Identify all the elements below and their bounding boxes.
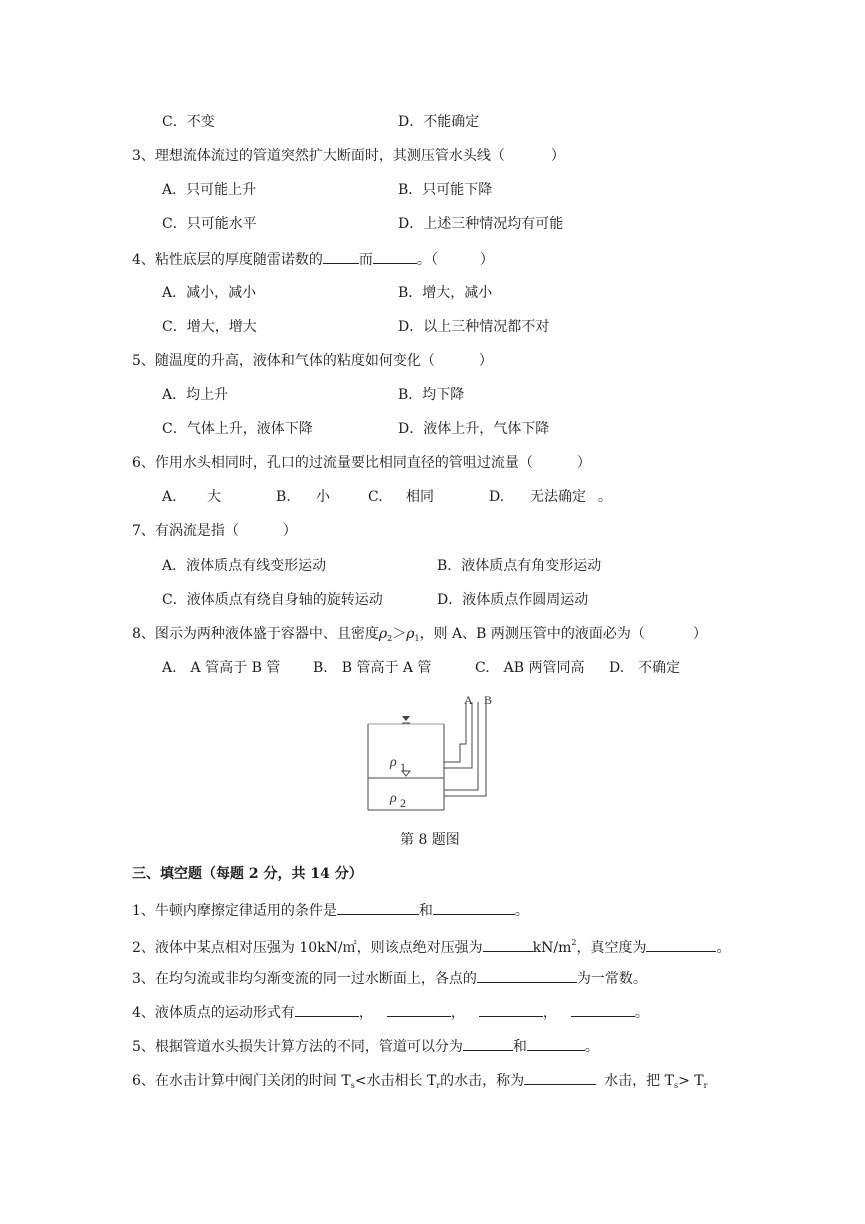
q6-option-d-letter: D. bbox=[489, 489, 505, 505]
q6-option-c: 相同 bbox=[406, 489, 434, 505]
q6-option-b: 小 bbox=[316, 489, 330, 505]
tube-a-inner bbox=[444, 702, 472, 768]
q8-option-c: C. AB 两管同高 bbox=[475, 660, 585, 676]
q8-option-d: D. 不确定 bbox=[609, 660, 681, 676]
fill-5-text-b: 和 bbox=[512, 1039, 527, 1055]
fill-2-text-c: 。 bbox=[716, 940, 731, 956]
fill-2-blank-1[interactable] bbox=[483, 936, 533, 952]
q8-close: ） bbox=[692, 626, 707, 642]
q8-stem bbox=[132, 624, 707, 649]
section-3-title: 三、填空题（每题 2 分，共 14 分） bbox=[132, 866, 363, 882]
q6-stem bbox=[132, 453, 591, 473]
fill-3-text-b: 为一常数。 bbox=[576, 971, 647, 987]
fill-4-sep-1: ， bbox=[358, 1005, 373, 1021]
q3-stem bbox=[132, 146, 565, 166]
fill-4-sep-3: ， bbox=[542, 1005, 557, 1021]
fill-6-sub-r-2: r bbox=[703, 1081, 708, 1090]
q5-close: ） bbox=[478, 353, 493, 369]
fill-6-sub-s-2: s bbox=[673, 1081, 679, 1090]
q4-stem bbox=[132, 248, 494, 270]
q8-rho-2-sub: 2 bbox=[387, 634, 393, 643]
fill-6-sub-s: s bbox=[350, 1081, 355, 1090]
fill-3-text-a: 3、在均匀流或非均匀渐变流的同一过水断面上，各点的 bbox=[132, 971, 477, 987]
q4-option-a: A．减小，减小 bbox=[162, 285, 257, 301]
fill-5 bbox=[132, 1035, 599, 1057]
q6-end: 。 bbox=[598, 489, 612, 505]
fill-4-blank-4[interactable] bbox=[571, 1001, 635, 1017]
q3-option-d: D．上述三种情况均有可能 bbox=[398, 216, 564, 232]
q8-option-a: A. A 管高于 B 管 bbox=[162, 660, 281, 676]
figure-caption: 第 8 题图 bbox=[400, 832, 460, 848]
fill-6 bbox=[132, 1069, 707, 1096]
tube-b-outer bbox=[444, 702, 478, 790]
q6-option-d: 无法确定 bbox=[530, 489, 586, 505]
q5-option-c: C．气体上升，液体下降 bbox=[162, 421, 313, 437]
q8-rho-1-sub: 1 bbox=[414, 634, 420, 643]
fill-5-blank-1[interactable] bbox=[463, 1035, 513, 1051]
q5-option-b: B．均下降 bbox=[398, 387, 465, 403]
q7-option-b: B．液体质点有角变形运动 bbox=[437, 558, 602, 574]
fill-2 bbox=[132, 933, 730, 958]
fill-1-text-b: 和 bbox=[418, 903, 433, 919]
q4-stem-c: 。（ bbox=[416, 252, 438, 268]
q7-close: ） bbox=[282, 523, 297, 539]
fill-1 bbox=[132, 899, 529, 921]
q5-stem-text: 5、随温度的升高，液体和气体的粘度如何变化（ bbox=[132, 353, 435, 369]
fill-6-sub-r: r bbox=[436, 1081, 441, 1090]
fill-4-blank-2[interactable] bbox=[387, 1001, 451, 1017]
q2-option-c: C．不变 bbox=[162, 114, 215, 130]
q4-blank-1[interactable] bbox=[323, 248, 359, 264]
fill-6-text-e: > T bbox=[678, 1073, 704, 1089]
q7-option-a: A．液体质点有线变形运动 bbox=[162, 558, 327, 574]
q5-option-a: A．均上升 bbox=[162, 387, 229, 403]
q3-stem-text: 3、理想流体流过的管道突然扩大断面时，其测压管水头线（ bbox=[132, 148, 505, 164]
tube-b-inner bbox=[444, 702, 486, 796]
fill-1-blank-1[interactable] bbox=[337, 899, 419, 915]
q8-stem-a: 8、图示为两种液体盛于容器中、且密度 bbox=[132, 626, 379, 642]
fill-2-unit-sup: 2 bbox=[571, 938, 577, 947]
fill-4 bbox=[132, 1001, 649, 1023]
q8-option-b: B. B 管高于 A 管 bbox=[313, 660, 432, 676]
fill-6-text-d: 水击，把 T bbox=[604, 1073, 674, 1089]
fill-5-text-a: 5、根据管道水头损失计算方法的不同，管道可以分为 bbox=[132, 1039, 463, 1055]
q7-option-c: C．液体质点有绕自身轴的旋转运动 bbox=[162, 592, 383, 608]
fill-1-blank-2[interactable] bbox=[433, 899, 515, 915]
q4-stem-a: 4、粘性底层的厚度随雷诺数的 bbox=[132, 252, 323, 268]
fill-5-blank-2[interactable] bbox=[527, 1035, 585, 1051]
fill-4-end: 。 bbox=[634, 1005, 649, 1021]
fill-2-blank-2[interactable] bbox=[646, 936, 716, 952]
tube-a-label: A bbox=[464, 694, 473, 707]
q6-option-c-letter: C. bbox=[368, 489, 383, 505]
q3-option-c: C．只可能水平 bbox=[162, 216, 257, 232]
q8-rho-1: ρ bbox=[406, 626, 415, 642]
q4-option-d: D．以上三种情况都不对 bbox=[398, 319, 550, 335]
fill-3-blank[interactable] bbox=[477, 967, 577, 983]
rho-2-label: ρ bbox=[390, 791, 397, 806]
fill-4-blank-3[interactable] bbox=[479, 1001, 543, 1017]
fill-1-text-c: 。 bbox=[514, 903, 529, 919]
q4-close: ） bbox=[479, 252, 494, 268]
fill-4-blank-1[interactable] bbox=[295, 1001, 359, 1017]
q7-stem-text: 7、有涡流是指（ bbox=[132, 523, 239, 539]
fill-6-text-c: 的水击，称为 bbox=[440, 1073, 525, 1089]
q2-option-d: D．不能确定 bbox=[398, 114, 480, 130]
q6-option-b-letter: B. bbox=[276, 489, 291, 505]
q4-blank-2[interactable] bbox=[373, 248, 417, 264]
q6-option-a: 大 bbox=[207, 489, 221, 505]
fill-4-sep-2: ， bbox=[450, 1005, 465, 1021]
fill-3 bbox=[132, 967, 647, 989]
q3-option-a: A．只可能上升 bbox=[162, 182, 257, 198]
rho-2-sub: 2 bbox=[400, 796, 406, 810]
fill-6-blank[interactable] bbox=[524, 1069, 596, 1085]
q8-container-diagram bbox=[362, 694, 502, 814]
fill-2-text-a: 2、液体中某点相对压强为 10kN/㎡，则该点绝对压强为 bbox=[132, 940, 483, 956]
q5-option-d: D．液体上升，气体下降 bbox=[398, 421, 550, 437]
free-surface-symbol bbox=[402, 716, 410, 721]
fill-6-text-b: <水击相长 T bbox=[354, 1073, 437, 1089]
q6-option-a-letter: A. bbox=[162, 489, 177, 505]
q4-option-b: B．增大，减小 bbox=[398, 285, 493, 301]
fill-1-text-a: 1、牛顿内摩擦定律适用的条件是 bbox=[132, 903, 337, 919]
q8-rho-2: ρ bbox=[378, 626, 388, 642]
q4-option-c: C．增大，增大 bbox=[162, 319, 257, 335]
rho-1-sub: 1 bbox=[400, 760, 406, 774]
q5-stem bbox=[132, 351, 493, 371]
tube-a-outer bbox=[444, 702, 466, 762]
q7-stem bbox=[132, 521, 297, 541]
q3-close: ） bbox=[550, 148, 565, 164]
rho-1-label: ρ bbox=[390, 755, 397, 770]
q4-stem-b: 而 bbox=[358, 252, 373, 268]
q6-close: ） bbox=[576, 455, 591, 471]
fill-2-text-b: ，真空度为 bbox=[576, 940, 647, 956]
q8-gt: ＞ bbox=[392, 626, 407, 642]
fill-2-unit: kN/m bbox=[532, 940, 572, 956]
q7-option-d: D．液体质点作圆周运动 bbox=[437, 592, 589, 608]
tube-b-label: B bbox=[484, 694, 493, 707]
fill-4-text-a: 4、液体质点的运动形式有 bbox=[132, 1005, 295, 1021]
fill-5-text-c: 。 bbox=[584, 1039, 599, 1055]
q6-stem-text: 6、作用水头相同时，孔口的过流量要比相同直径的管咀过流量（ bbox=[132, 455, 533, 471]
q3-option-b: B．只可能下降 bbox=[398, 182, 493, 198]
fill-6-text-a: 6、在水击计算中阀门关闭的时间 T bbox=[132, 1073, 351, 1089]
q8-stem-b: ，则 A、B 两测压管中的液面必为（ bbox=[419, 626, 645, 642]
